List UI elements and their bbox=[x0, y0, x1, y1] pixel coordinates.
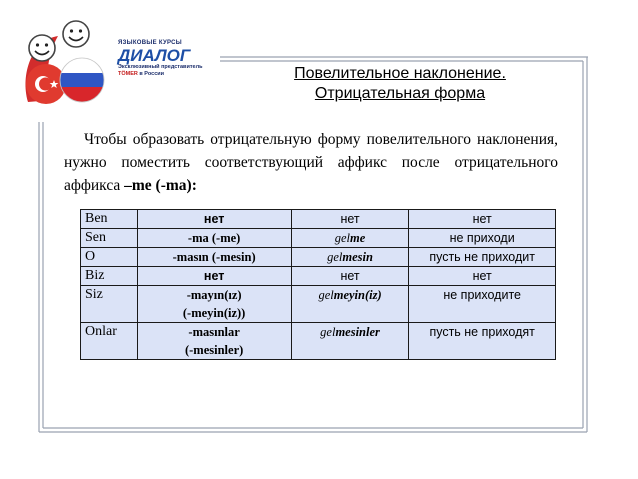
translation-text: пусть не приходят bbox=[429, 325, 535, 339]
cell-example bbox=[291, 267, 409, 286]
example-stem: нет bbox=[340, 269, 360, 283]
pronoun-text: Ben bbox=[85, 211, 108, 226]
table-row bbox=[81, 267, 556, 286]
cell-translation bbox=[409, 286, 556, 323]
translation-text: не приходите bbox=[443, 288, 521, 302]
cell-suffix bbox=[137, 248, 291, 267]
brand-in-russia: в России bbox=[137, 71, 165, 77]
negative-imperative-table bbox=[80, 209, 556, 360]
suffix-text-line2: (-mesinler) bbox=[184, 343, 244, 357]
translation-text: пусть не приходит bbox=[429, 250, 535, 264]
cell-example bbox=[291, 286, 409, 323]
paragraph-text: Чтобы образовать отрицательную форму повелительного наклонения, нужно поместить соответствующий аффикс после отрицательного аффикса bbox=[64, 131, 558, 194]
cell-example bbox=[291, 248, 409, 267]
pronoun-text: Siz bbox=[85, 287, 103, 302]
title-line-1: Повелительное наклонение. bbox=[294, 65, 506, 82]
pronoun-text: O bbox=[85, 249, 96, 264]
suffix-text: -masın (-mesin) bbox=[172, 250, 256, 264]
table-row bbox=[81, 323, 556, 360]
cell-example bbox=[291, 229, 409, 248]
example-suffix: mesin bbox=[342, 250, 373, 264]
example-stem: gel bbox=[320, 325, 336, 339]
cell-translation bbox=[409, 210, 556, 229]
example-suffix: mesinler bbox=[335, 325, 380, 339]
example-suffix: me bbox=[350, 231, 366, 245]
brand-tomer: TÖMER bbox=[118, 71, 138, 77]
cell-suffix bbox=[137, 229, 291, 248]
cell-suffix bbox=[137, 286, 291, 323]
translation-text: нет bbox=[472, 212, 492, 226]
cell-suffix bbox=[137, 210, 291, 229]
cell-translation bbox=[409, 267, 556, 286]
cell-pronoun bbox=[81, 267, 138, 286]
pronoun-text: Onlar bbox=[85, 324, 117, 339]
explanation-paragraph bbox=[64, 128, 558, 197]
suffix-text: -masınlar bbox=[188, 325, 240, 339]
cell-example bbox=[291, 210, 409, 229]
cell-pronoun bbox=[81, 229, 138, 248]
example-stem: нет bbox=[340, 212, 360, 226]
smiley-face-right-icon bbox=[63, 21, 89, 47]
brand-small-text: ЯЗЫКОВЫЕ КУРСЫ bbox=[118, 40, 182, 46]
pronoun-text: Sen bbox=[85, 230, 106, 245]
brand-subtitle-line1: Эксклюзивный представитель bbox=[118, 64, 203, 70]
cell-pronoun bbox=[81, 286, 138, 323]
suffix-text: -mayın(ız) bbox=[186, 288, 242, 302]
table-body bbox=[81, 210, 556, 360]
cell-pronoun bbox=[81, 210, 138, 229]
slide-title bbox=[255, 64, 545, 104]
example-stem: gel bbox=[318, 288, 334, 302]
cell-pronoun bbox=[81, 248, 138, 267]
cell-translation bbox=[409, 323, 556, 360]
brand-name: ДИАЛОГ bbox=[118, 46, 191, 65]
suffix-text: нет bbox=[203, 269, 225, 283]
cell-suffix bbox=[137, 267, 291, 286]
example-stem: gel bbox=[327, 250, 343, 264]
table-row bbox=[81, 229, 556, 248]
cell-translation bbox=[409, 248, 556, 267]
paragraph-bold-affix: –me (-ma): bbox=[124, 177, 197, 194]
cell-translation bbox=[409, 229, 556, 248]
cell-pronoun bbox=[81, 323, 138, 360]
translation-text: не приходи bbox=[449, 231, 515, 245]
pronoun-text: Biz bbox=[85, 268, 105, 283]
table-row bbox=[81, 248, 556, 267]
table-row bbox=[81, 286, 556, 323]
suffix-text: нет bbox=[203, 212, 225, 226]
title-line-2: Отрицательная форма bbox=[314, 85, 486, 102]
table-row bbox=[81, 210, 556, 229]
cell-example bbox=[291, 323, 409, 360]
translation-text: нет bbox=[472, 269, 492, 283]
cell-suffix bbox=[137, 323, 291, 360]
suffix-text-line2: (-meyin(iz)) bbox=[182, 306, 246, 320]
example-stem: gel bbox=[334, 231, 351, 245]
suffix-text: -ma (-me) bbox=[187, 231, 241, 245]
example-suffix: meyin(iz) bbox=[333, 288, 382, 302]
